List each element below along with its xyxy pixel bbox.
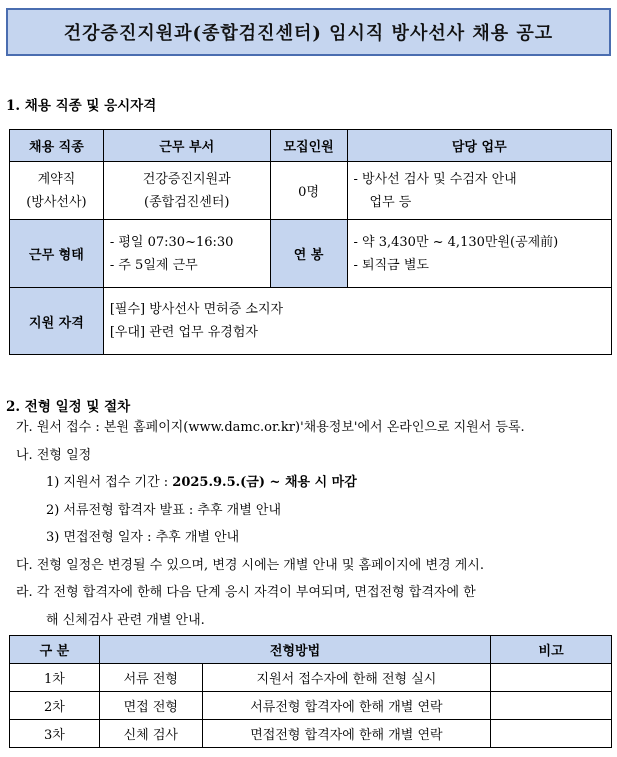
section2-heading: 2. 전형 일정 및 절차	[6, 399, 131, 415]
stage-cell: 2차	[10, 692, 100, 720]
header-method: 전형방법	[99, 636, 490, 664]
work-type-cell	[103, 220, 270, 288]
salary-cell	[347, 220, 611, 288]
item-na: 나. 전형 일정	[16, 447, 92, 463]
item-ga: 가. 원서 접수 : 본원 홈페이지(www.damc.or.kr)'채용정보'에서 온라인으로 지원서 등록.	[16, 420, 525, 435]
header-dept: 근무 부서	[103, 130, 270, 162]
header-note: 비고	[491, 636, 612, 664]
salary-line2: - 퇴직금 별도	[353, 257, 429, 273]
salary-label: 연 봉	[270, 220, 347, 288]
sub-item-2: 2) 서류전형 합격자 발표 : 추후 개별 안내	[46, 502, 282, 518]
table-row	[10, 692, 612, 720]
section1-heading: 1. 채용 직종 및 응시자격	[6, 98, 157, 114]
note-cell	[491, 720, 612, 748]
sub-item-1-period: 2025.9.5.(금) ~ 채용 시 마감	[172, 475, 357, 490]
table-row	[10, 664, 612, 692]
count-cell: 0명	[270, 162, 347, 220]
work-type-label: 근무 형태	[10, 220, 104, 288]
recruitment-table	[9, 129, 612, 355]
dept-cell	[103, 162, 270, 220]
stage-cell: 1차	[10, 664, 100, 692]
selection-table	[9, 635, 612, 748]
job-line1: 계약직	[37, 171, 76, 187]
job-cell	[10, 162, 104, 220]
header-count: 모집인원	[270, 130, 347, 162]
type-cell: 신체 검사	[99, 720, 202, 748]
item-ra-line2: 해 신체검사 관련 개별 안내.	[46, 612, 205, 628]
item-da: 다. 전형 일정은 변경될 수 있으며, 변경 시에는 개별 안내 및 홈페이지에 변경 게시.	[16, 557, 484, 573]
header-duty: 담당 업무	[347, 130, 611, 162]
desc-cell: 서류전형 합격자에 한해 개별 연락	[202, 692, 490, 720]
note-cell	[491, 664, 612, 692]
duty-line2: 업무 등	[369, 194, 412, 210]
duty-line1: - 방사선 검사 및 수검자 안내	[353, 171, 517, 187]
sub-item-1-prefix: 1) 지원서 접수 기간 :	[46, 475, 173, 490]
duty-cell	[347, 162, 611, 220]
stage-cell: 3차	[10, 720, 100, 748]
type-cell: 면접 전형	[99, 692, 202, 720]
work-line2: - 주 5일제 근무	[109, 257, 198, 273]
desc-cell: 지원서 접수자에 한해 전형 실시	[202, 664, 490, 692]
salary-line1: - 약 3,430만 ~ 4,130만원(공제前)	[353, 234, 559, 250]
item-ra-line1: 라. 각 전형 합격자에 한해 다음 단계 응시 자격이 부여되며, 면접전형 합격자에 한	[16, 585, 476, 600]
table-row	[10, 720, 612, 748]
sub-item-3: 3) 면접전형 일자 : 추후 개별 안내	[46, 530, 240, 545]
page-title: 건강증진지원과(종합검진센터) 임시직 방사선사 채용 공고	[6, 8, 611, 56]
sub-item-1	[16, 469, 616, 497]
dept-line1: 건강증진지원과	[142, 171, 231, 187]
dept-line2: (종합검진센터)	[144, 194, 230, 210]
note-cell	[491, 692, 612, 720]
qualification-line1: [필수] 방사선사 면허증 소지자	[109, 302, 284, 317]
work-line1: - 평일 07:30~16:30	[109, 234, 234, 250]
procedure-list	[16, 414, 616, 634]
qualification-label: 지원 자격	[10, 288, 104, 355]
job-line2: (방사선사)	[26, 194, 87, 210]
qualification-cell	[103, 288, 611, 355]
qualification-line2: [우대] 관련 업무 유경험자	[109, 325, 258, 340]
header-job: 채용 직종	[10, 130, 104, 162]
header-stage: 구 분	[10, 636, 100, 664]
type-cell: 서류 전형	[99, 664, 202, 692]
desc-cell: 면접전형 합격자에 한해 개별 연락	[202, 720, 490, 748]
